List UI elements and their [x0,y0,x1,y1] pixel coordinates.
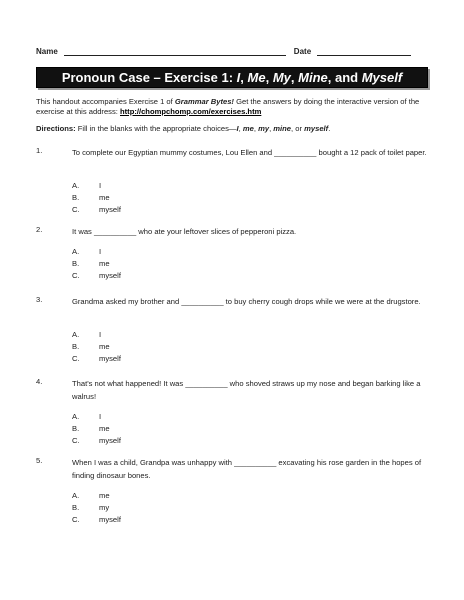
name-label: Name [36,47,58,56]
question-number: 4. [36,377,43,386]
name-date-row [36,44,428,56]
choice-letter: A. [72,181,80,190]
choice-letter: B. [72,193,80,202]
choice-value: I [99,412,102,421]
choice-letter: B. [72,259,80,268]
directions-choice: mine [273,124,292,133]
directions-choice: my [258,124,270,133]
date-label: Date [293,47,312,56]
choice-letter: A. [72,412,80,421]
title-sep: , [240,70,248,85]
directions-sep: , [269,124,274,133]
choice-letter: A. [72,330,80,339]
question-text: That's not what happened! It was __________ who shoved straws up my nose and began barking like a walrus! [72,379,421,401]
question-5 [36,456,428,532]
choice-letter: A. [72,247,80,256]
choice-value: me [99,491,110,500]
choice-value: myself [99,205,121,214]
choice-value: my [99,503,110,512]
question-text: To complete our Egyptian mummy costumes, Lou Ellen and __________ bought a 12 pack of toilet paper. [72,148,427,157]
choice-letter: C. [72,205,80,214]
question-3 [36,295,428,371]
directions-sep: , [253,124,259,133]
choice-letter: B. [72,342,80,351]
title-word-mine: Mine [298,70,328,85]
name-blank-line[interactable] [64,46,286,56]
question-number: 5. [36,456,43,465]
question-1 [36,146,428,222]
question-2 [36,225,428,287]
title-sep: , [290,70,299,85]
choice-letter: C. [72,271,80,280]
title-word-me: Me [247,70,266,85]
choice-value: myself [99,515,121,524]
worksheet-page [36,44,428,524]
choice-value: I [99,247,102,256]
choice-letter: C. [72,436,80,445]
choice-letter: A. [72,491,80,500]
choice-value: myself [99,436,121,445]
choice-letter: B. [72,503,80,512]
directions-sep: , [238,124,243,133]
choice-value: myself [99,271,121,280]
choice-value: me [99,193,110,202]
question-number: 3. [36,295,43,304]
directions [36,124,428,134]
directions-text: Fill in the blanks with the appropriate choices— [75,124,237,133]
intro-text: This handout accompanies Exercise 1 of [36,97,175,106]
intro-paragraph [36,97,428,117]
choice-value: myself [99,354,121,363]
choice-letter: C. [72,354,80,363]
title-word-myself: Myself [361,70,403,85]
question-text: Grandma asked my brother and __________ to buy cherry cough drops while we were at the drugstore. [72,297,421,306]
title-word-my: My [272,70,291,85]
directions-choice: I [236,124,239,133]
title-sep: , [265,70,273,85]
question-4 [36,377,428,453]
question-text: When I was a child, Grandpa was unhappy with __________ excavating his rose garden in the hopes of finding dinosaur bones. [72,458,422,480]
directions-sep: . [328,124,331,133]
date-blank-line[interactable] [317,46,411,56]
intro-text: Get the answers by doing the interactive version of the exercise at this address: [36,97,420,116]
directions-label: Directions: [36,124,76,133]
choice-value: I [99,330,102,339]
directions-choice: myself [304,124,329,133]
choice-letter: B. [72,424,80,433]
grammar-bytes-brand: Grammar Bytes! [174,97,234,106]
title-sep: , and [327,70,362,85]
choice-value: me [99,259,110,268]
directions-sep: , or [291,124,305,133]
exercise-title [36,67,428,88]
title-word-i: I [236,70,241,85]
choice-letter: C. [72,515,80,524]
directions-choice: me [242,124,254,133]
choice-value: me [99,342,110,351]
choice-value: I [99,181,102,190]
question-number: 2. [36,225,43,234]
question-number: 1. [36,146,43,155]
question-text: It was __________ who ate your leftover slices of pepperoni pizza. [72,227,297,236]
choice-value: me [99,424,110,433]
title-prefix: Pronoun Case – Exercise 1: [61,70,237,85]
exercise-link[interactable]: http://chompchomp.com/exercises.htm [120,107,262,116]
